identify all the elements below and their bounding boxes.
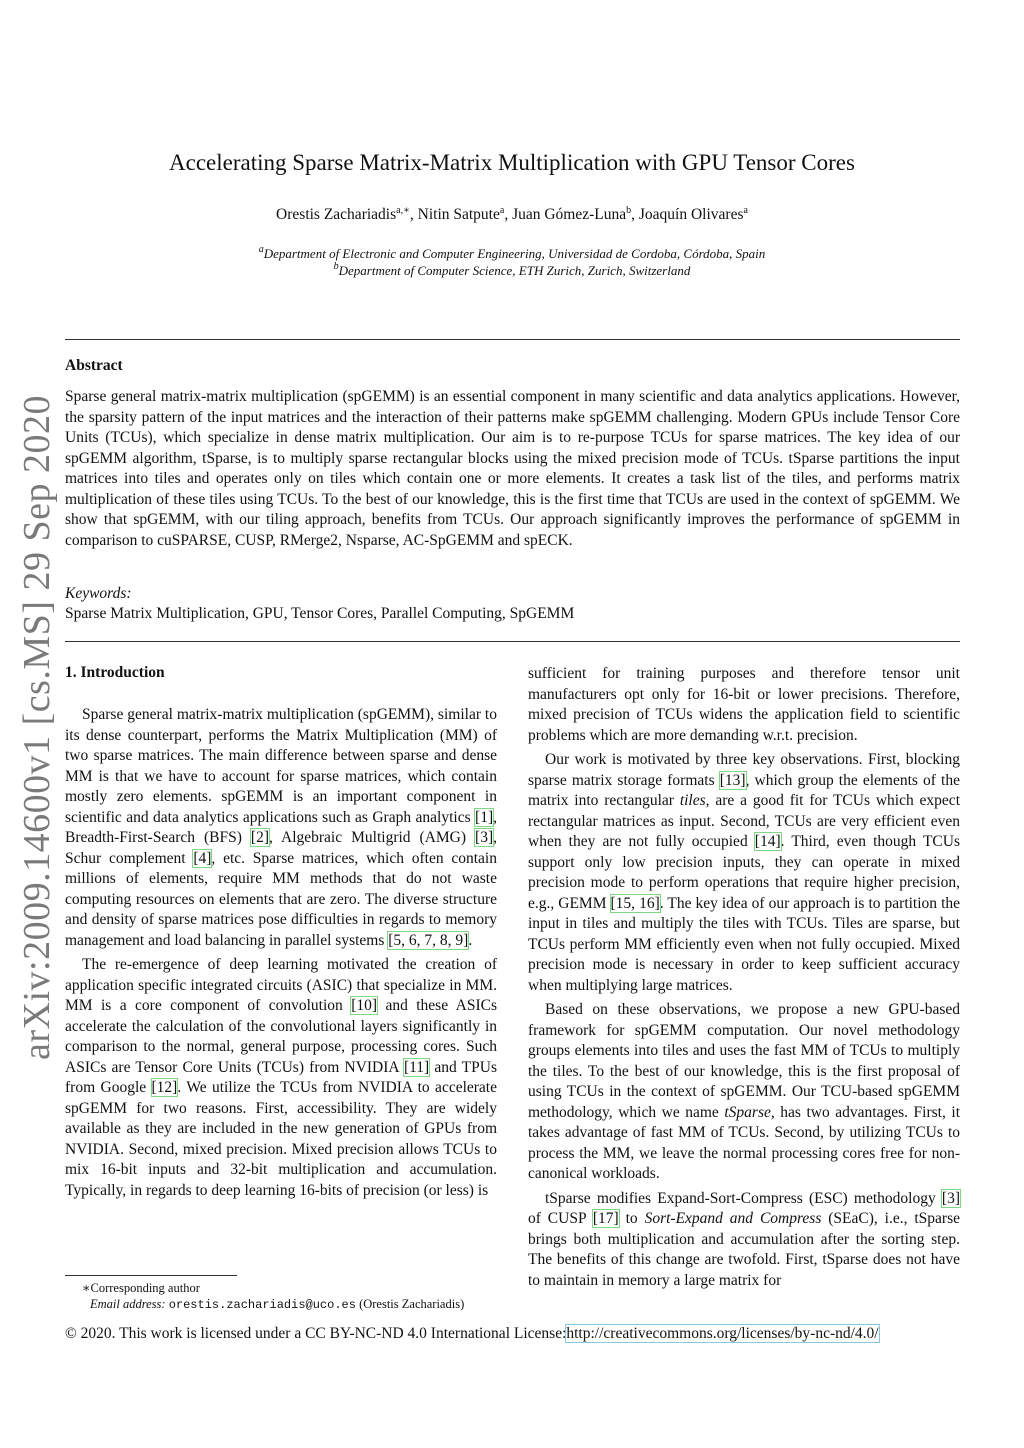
citation-link[interactable]: [2]	[250, 829, 269, 846]
abstract-body: Sparse general matrix-matrix multiplication (spGEMM) is an essential component in many scientific and data analytics applications. However, the sparsity pattern of the input matrices and the interaction of their patterns make spGEMM challenging. Modern GPUs include Tensor Core Units (TCUs), which specialize in dense matrix multiplication. Our aim is to re-purpose TCUs for sparse matrices. The key idea of our spGEMM algorithm, tSparse, is to multiply sparse rectangular blocks using the mixed precision mode of TCUs. tSparse partitions the input matrices into tiles and operates only on tiles which contain one or more elements. It creates a task list of the tiles, and performs matrix multiplication of these tiles using TCUs. To the best of our knowledge, this is the first time that TCUs are used in the context of spGEMM. We show that spGEMM, with our tiling approach, benefits from TCUs. Our approach significantly improves the performance of spGEMM in comparison to cuSPARSE, CUSP, RMerge2, Nsparse, AC-SpGEMM and spECK.	[65, 388, 960, 549]
text-run: tSparse modifies Expand-Sort-Compress (ESC) methodology	[545, 1189, 942, 1207]
affiliation-b: $^b$Department of Computer Science, ETH Zurich, Zurich, Switzerland	[333, 261, 691, 278]
paper-title: Accelerating Sparse Matrix-Matrix Multiplication with GPU Tensor Cores	[169, 150, 855, 175]
text-run: , has two advantages. First, it takes advantage of fast MM of TCUs. Second, by utilizing TCUs to process the MM, we leave the normal processing cores free for non-canonical workloads.	[528, 1103, 961, 1182]
text-run: The re-emergence of deep learning motivated the creation of application specific integrated circuits (ASIC) that specialize in MM. MM is a core component of convolution	[65, 956, 497, 1014]
citation-link[interactable]: [14]	[754, 833, 781, 850]
author-3: Juan Gómez-Luna$^b$,	[512, 205, 639, 223]
divider-bottom	[65, 641, 960, 642]
text-run: . The key idea of our approach is to partition the input in tiles and multiply the tiles with TCUs. Tiles are sparse, but TCUs perform MM efficiently even when not fully occupied. Mixed precision mode is necessary in order to keep sufficient accuracy when multiplying large matrices.	[528, 894, 960, 994]
text-run: , etc. Sparse matrices, which often contain millions of elements, require MM methods that do not waste computing resources on elements that are zero. The diverse structure and density of sparse matrices pose difficulties in regards to memory management and load balancing in parallel systems	[65, 849, 497, 949]
text-run: . We utilize the TCUs from NVIDIA to accelerate spGEMM for two reasons. First, accessibility. They are widely available as they are included in the new generation of GPUs from NVIDIA. Second, mixed precision. Mixed precision allows TCUs to mix 16-bit inputs and 32-bit multiplication and accumulation. Typically, in regards to deep learning 16-bits of precision (or less) is	[65, 1079, 497, 1199]
section-heading-introduction: 1. Introduction	[65, 664, 165, 681]
text-run: , are a good fit for TCUs which expect rectangular matrices as input. Second, TCUs are very efficient even when they are not fully occupied	[528, 792, 960, 850]
paragraph	[65, 955, 497, 1201]
keywords-list: Sparse Matrix Multiplication, GPU, Tensor Cores, Parallel Computing, SpGEMM	[65, 605, 575, 622]
author-4: Joaquín Olivares$^a$	[638, 205, 748, 223]
affiliation-a: $^a$Department of Electronic and Computer Engineering, Universidad de Cordoba, Córdoba, Spain	[258, 244, 766, 261]
text-run: of CUSP	[528, 1210, 593, 1227]
emphasis-text: Sort-Expand and Compress	[644, 1210, 822, 1227]
text-run: Our work is motivated by three key observations. First, blocking sparse matrix storage formats	[528, 751, 960, 789]
citation-link[interactable]: [3]	[475, 829, 494, 846]
text-run: , which group the elements of the matrix into rectangular	[528, 771, 960, 809]
paragraph	[528, 664, 960, 746]
author-2: Nitin Satpute$^a$,	[417, 205, 513, 223]
paragraph	[528, 1000, 960, 1185]
text-run: , Schur complement	[65, 829, 497, 867]
text-run: (SEaC), i.e., tSparse brings both multiplication and accumulation after the sorting step. The benefits of this change are twofold. First, tSparse does not have to maintain in memory a large matrix for	[528, 1210, 960, 1289]
paragraph	[528, 1189, 960, 1292]
license-text: © 2020. This work is licensed under a CC BY-NC-ND 4.0 International License:	[65, 1325, 567, 1342]
text-run: and TPUs from Google	[65, 1058, 497, 1096]
citation-link[interactable]: [11]	[403, 1058, 430, 1076]
paragraph	[65, 705, 497, 951]
paragraph	[528, 750, 960, 996]
emphasis-text: tiles	[679, 792, 706, 809]
email-address[interactable]: orestis.zachariadis@uco.es	[168, 1298, 356, 1312]
text-run: Based on these observations, we propose a new GPU-based framework for spGEMM computation. Our novel methodology groups elements into tiles and uses the fast MM of TCUs to multiply the tiles. To the best of our knowledge, this is the first proposal of using TCUs in the context of spGEMM. Our TCU-based spGEMM methodology, which we name	[528, 1001, 960, 1121]
text-run: Sparse general matrix-matrix multiplication (spGEMM), similar to its dense counterpart, performs the Matrix Multiplication (MM) of two sparse matrices. The main difference between sparse and dense MM is that we have to account for sparse matrices, which contain mostly zero elements. spGEMM is an important component in scientific and data analytics applications such as Graph analytics	[65, 706, 497, 826]
footnote-corresponding-author: ∗Corresponding author	[82, 1281, 200, 1295]
body-column-right	[528, 664, 960, 1295]
arxiv-identifier: arXiv:2009.14600v1 [cs.MS] 29 Sep 2020	[16, 395, 58, 1060]
text-run: . Third, even though TCUs support only low precision inputs, they can operate in mixed precision mode to perform operations that require higher precision, e.g., GEMM	[528, 833, 960, 912]
citation-link[interactable]: [3]	[941, 1189, 960, 1207]
citation-link[interactable]: [1]	[475, 808, 494, 826]
email-owner: (Orestis Zachariadis)	[359, 1297, 465, 1311]
footnote-email	[90, 1297, 464, 1312]
footnote-divider	[65, 1275, 237, 1276]
license-notice	[65, 1325, 879, 1343]
citation-link[interactable]: [15, 16]	[610, 894, 660, 912]
citation-link[interactable]: [10]	[351, 997, 378, 1014]
body-column-left	[65, 705, 497, 1205]
author-list	[0, 206, 1024, 224]
text-run: and these ASICs accelerate the calculation of the convolutional layers significantly in comparison to the normal, general purpose, processing cores. Such ASICs are Tensor Core Units (TCUs) from NVIDIA	[65, 997, 497, 1076]
text-run: .	[468, 931, 473, 949]
divider-top	[65, 339, 960, 340]
license-link[interactable]: http://creativecommons.org/licenses/by-nc-nd/4.0/	[566, 1325, 879, 1342]
text-run: , Breadth-First-Search (BFS)	[65, 808, 497, 846]
citation-link[interactable]: [17]	[592, 1210, 619, 1227]
text-run: , Algebraic Multigrid (AMG)	[268, 829, 476, 846]
citation-link[interactable]: [12]	[151, 1079, 178, 1096]
author-1: Orestis Zachariadis$^{a,∗}$,	[276, 205, 418, 223]
emphasis-text: tSparse	[724, 1103, 771, 1121]
abstract-heading: Abstract	[65, 357, 123, 374]
citation-link[interactable]: [13]	[719, 771, 746, 789]
citation-link[interactable]: [4]	[193, 849, 212, 867]
email-label: Email address:	[90, 1297, 166, 1311]
text-run: sufficient for training purposes and therefore tensor unit manufacturers opt only for 16-bit or lower precisions. Therefore, mixed precision of TCUs widens the application field to scientific problems which are more demanding w.r.t. precision.	[528, 665, 960, 744]
keywords-label: Keywords:	[65, 585, 132, 602]
citation-link[interactable]: [5, 6, 7, 8, 9]	[388, 931, 469, 949]
text-run: to	[618, 1210, 645, 1227]
